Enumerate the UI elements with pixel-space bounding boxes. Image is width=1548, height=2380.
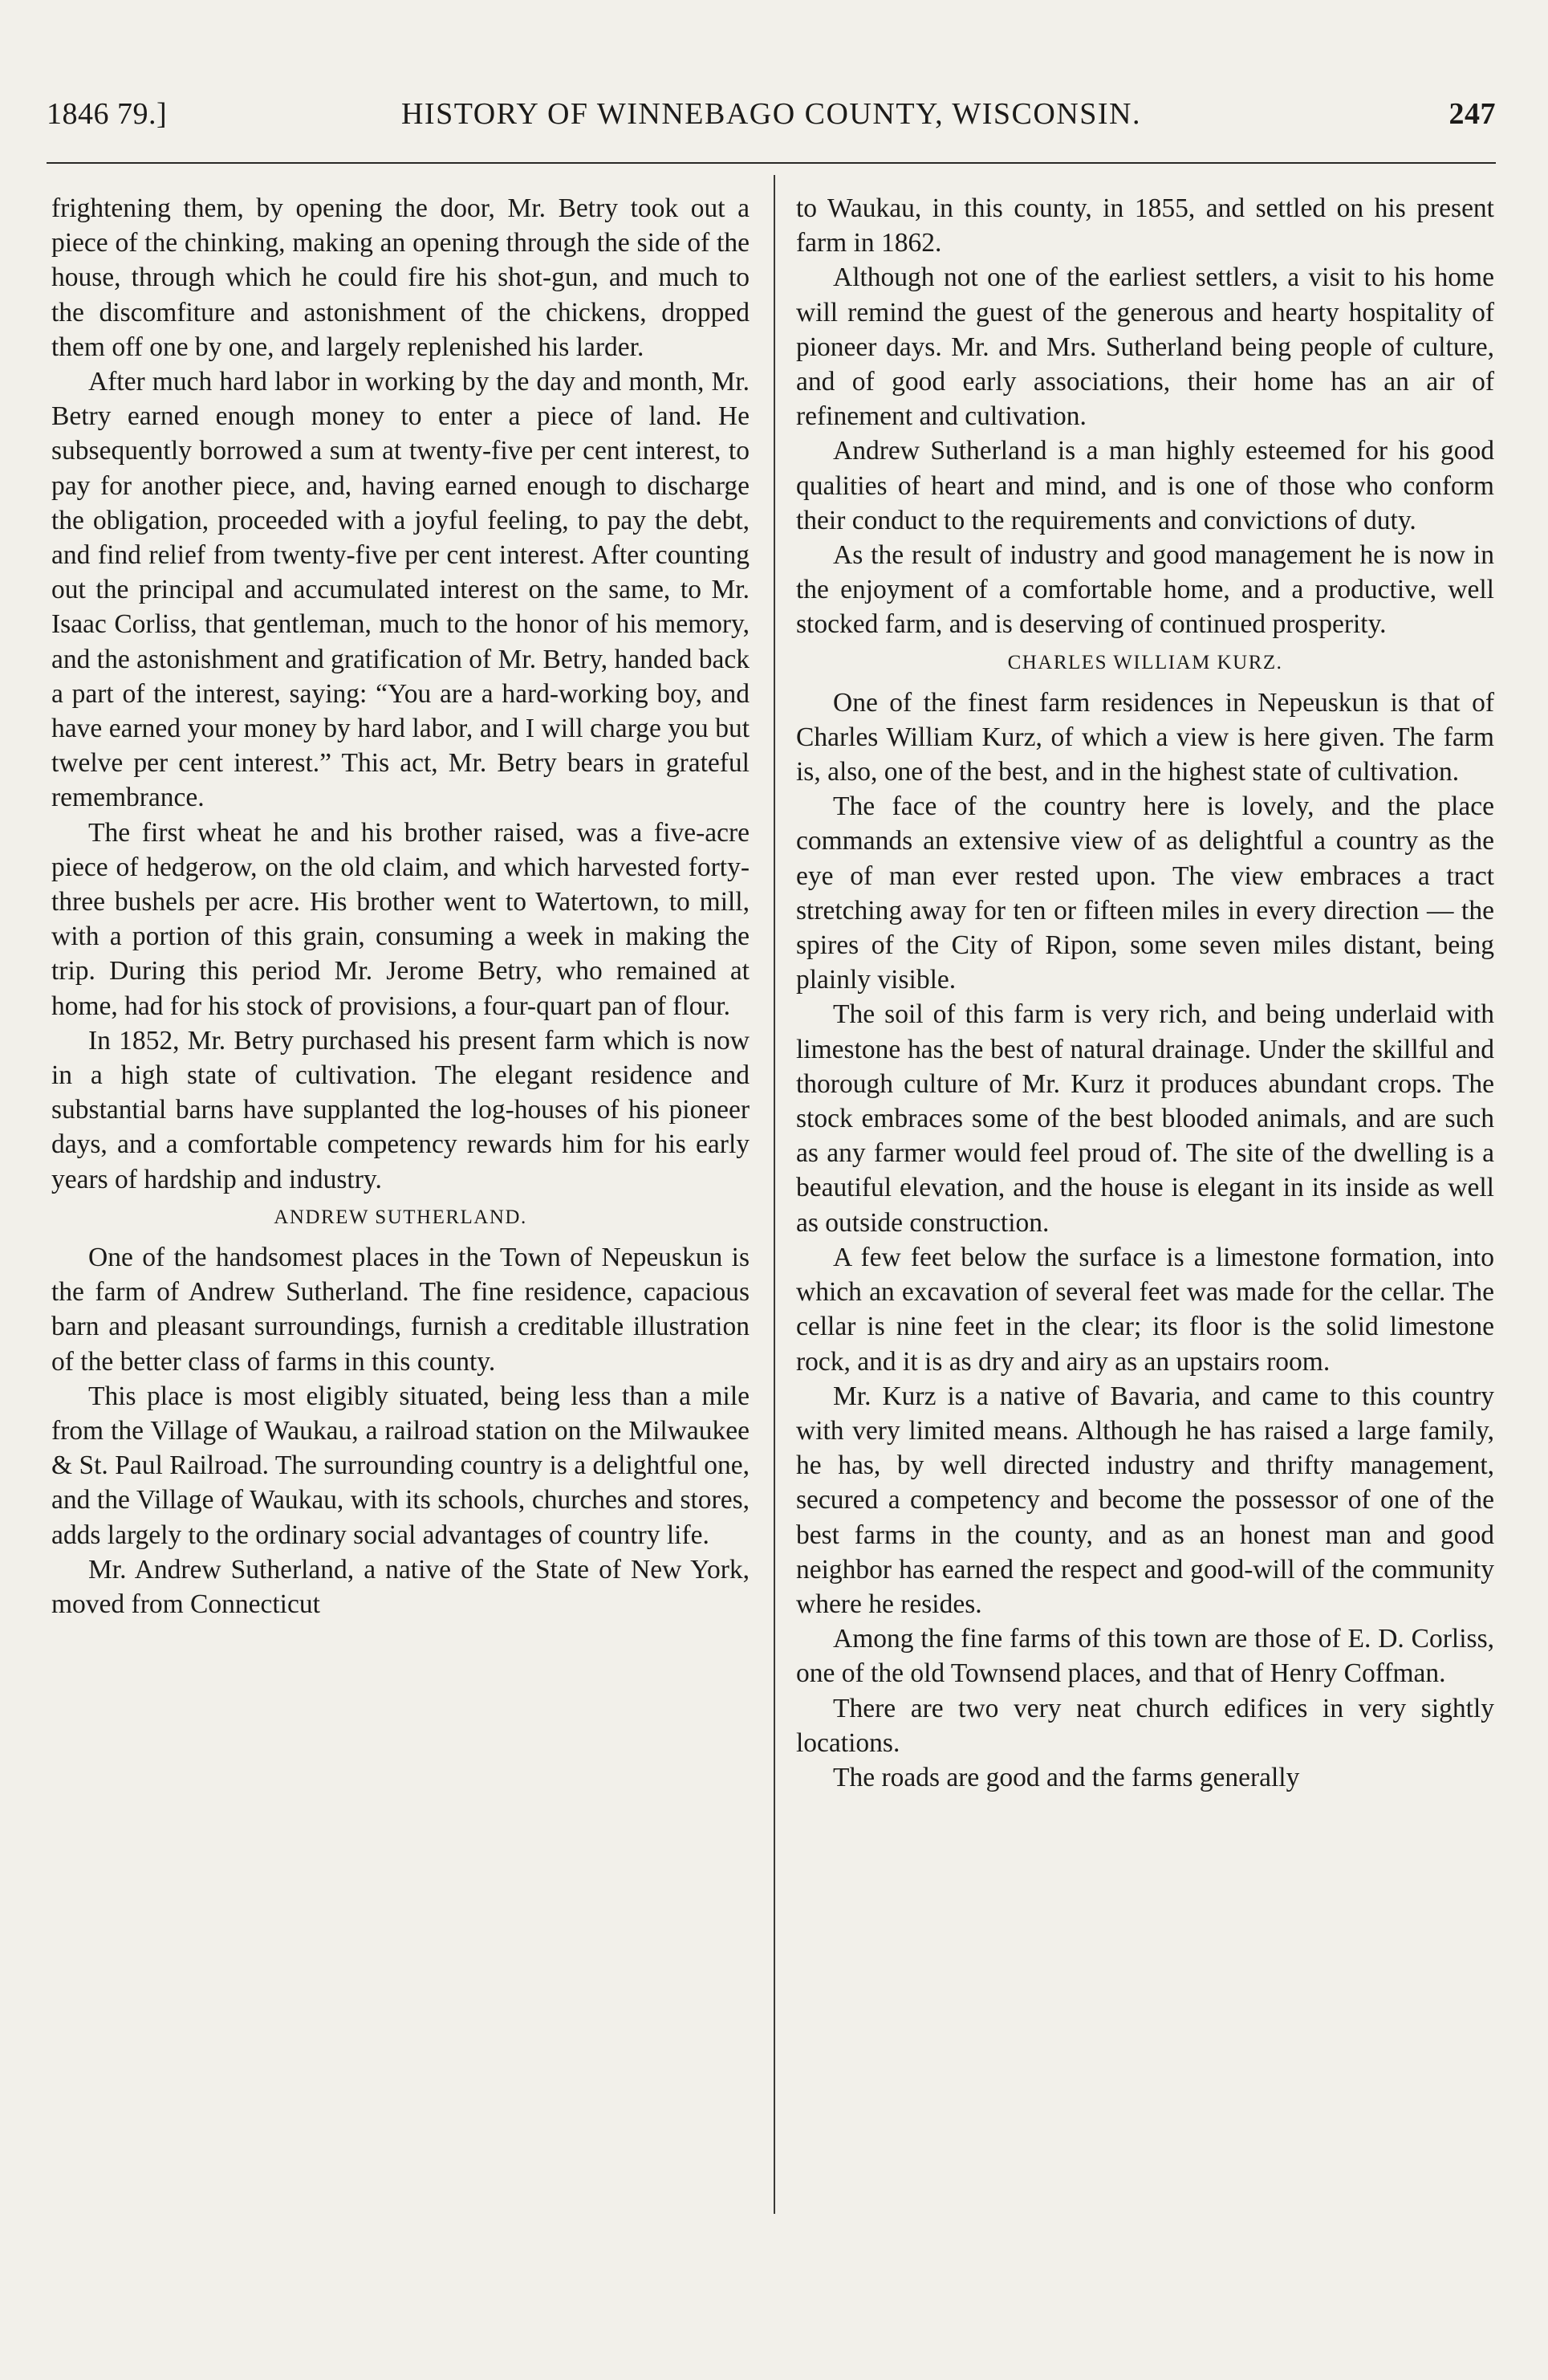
column-divider [774, 175, 775, 2214]
paragraph: After much hard labor in working by the day and month, Mr. Betry earned enough money to enter a piece of land. He subsequently borrowed a sum at twenty-five per cent interest, to pay for another piece, and, having earned enough to discharge the obligation, proceeded with a joyful feeling, to pay the debt, and find relief from twenty-five per cent interest. After counting out the principal and accumulated interest on the same, to Mr. Isaac Corliss, that gentleman, much to the honor of his memory, and the astonishment and gratification of Mr. Betry, handed back a part of the interest, saying: “You are a hard-working boy, and have earned your money by hard labor, and I will charge you but twelve per cent interest.” This act, Mr. Betry bears in grateful remembrance. [51, 367, 750, 813]
paragraph: Mr. Kurz is a native of Bavaria, and came to this country with very limited means. Although he has raised a large family, he has, by well directed industry and thrifty management, secured a competency and become the possessor of one of the best farms in the county, and as an honest man and good neighbor has earned the respect and good-will of the community where he resides. [796, 1381, 1494, 1619]
paragraph: Mr. Andrew Sutherland, a native of the State of New York, moved from Connecticut [51, 1554, 750, 1619]
header-title: HISTORY OF WINNEBAGO COUNTY, WISCONSIN. [400, 97, 1142, 131]
header-years: 1846 79.] [47, 97, 168, 131]
paragraph: Among the fine farms of this town are those of E. D. Corliss, one of the old Townsend places, and that of Henry Coffman. [796, 1624, 1494, 1689]
paragraph: frightening them, by opening the door, Mr. Betry took out a piece of the chinking, making an opening through the side of the house, through which he could fire his shot-gun, and much to the discomfiture and astonishment of the chickens, dropped them off one by one, and largely replenished his larder. [51, 193, 750, 362]
paragraph: Andrew Sutherland is a man highly esteemed for his good qualities of heart and mind, and is one of those who conform their conduct to the requirements and convictions of duty. [796, 436, 1494, 535]
paragraph: to Waukau, in this county, in 1855, and settled on his present farm in 1862. [796, 193, 1494, 258]
header-rule [47, 162, 1496, 164]
paragraph: The roads are good and the farms generally [833, 1762, 1300, 1792]
paragraph: In 1852, Mr. Betry purchased his present farm which is now in a high state of cultivation. The elegant residence and substantial barns have supplanted the log-houses of his pioneer days, and a comfortable competency rewards him for his early years of hardship and industry. [51, 1025, 750, 1194]
section-heading-andrew-sutherland: ANDREW SUTHERLAND. [274, 1206, 527, 1228]
paragraph: This place is most eligibly situated, being less than a mile from the Village of Waukau, a railroad station on the Milwaukee & St. Paul Railroad. The surrounding country is a delightful one, and the Village of Waukau, with its schools, churches and stores, adds largely to the ordinary social advantages of country life. [51, 1381, 750, 1550]
left-column [51, 191, 750, 1621]
page-number: 247 [1448, 97, 1496, 131]
paragraph: The soil of this farm is very rich, and being underlaid with limestone has the best of natural drainage. Under the skillful and thorough culture of Mr. Kurz it produces abundant crops. The stock embraces some of the best blooded animals, and are such as any farmer would feel proud of. The site of the dwelling is a beautiful elevation, and the house is elegant in its inside as well as outside construction. [796, 999, 1494, 1238]
paragraph: The first wheat he and his brother raised, was a five-acre piece of hedgerow, on the old claim, and which harvested forty-three bushels per acre. His brother went to Watertown, to mill, with a portion of this grain, consuming a week in making the trip. During this period Mr. Jerome Betry, who remained at home, had for his stock of provisions, a four-quart pan of flour. [51, 817, 750, 1021]
section-heading-charles-william-kurz: CHARLES WILLIAM KURZ. [1007, 651, 1283, 673]
paragraph: Although not one of the earliest settlers, a visit to his home will remind the guest of the generous and hearty hospitality of pioneer days. Mr. and Mrs. Sutherland being people of culture, and of good early associations, their home has an air of refinement and cultivation. [796, 262, 1494, 432]
running-header [47, 90, 1496, 138]
right-column [796, 191, 1494, 1795]
paragraph: One of the handsomest places in the Town of Nepeuskun is the farm of Andrew Sutherland. The fine residence, capacious barn and pleasant surroundings, furnish a creditable illustration of the better class of farms in this county. [51, 1242, 750, 1377]
paragraph: A few feet below the surface is a limestone formation, into which an excavation of several feet was made for the cellar. The cellar is nine feet in the clear; its floor is the solid limestone rock, and it is as dry and airy as an upstairs room. [796, 1242, 1494, 1377]
paragraph: As the result of industry and good management he is now in the enjoyment of a comfortable home, and a productive, well stocked farm, and is deserving of continued prosperity. [796, 540, 1494, 640]
paragraph: The face of the country here is lovely, and the place commands an extensive view of as delightful a country as the eye of man ever rested upon. The view embraces a tract stretching away for ten or fifteen miles in every direction — the spires of the City of Ripon, some seven miles distant, being plainly visible. [796, 791, 1494, 995]
paragraph: There are two very neat church edifices in very sightly locations. [796, 1693, 1494, 1758]
paragraph: One of the finest farm residences in Nepeuskun is that of Charles William Kurz, of which a view is here given. The farm is, also, one of the best, and in the highest state of cultivation. [796, 687, 1494, 787]
